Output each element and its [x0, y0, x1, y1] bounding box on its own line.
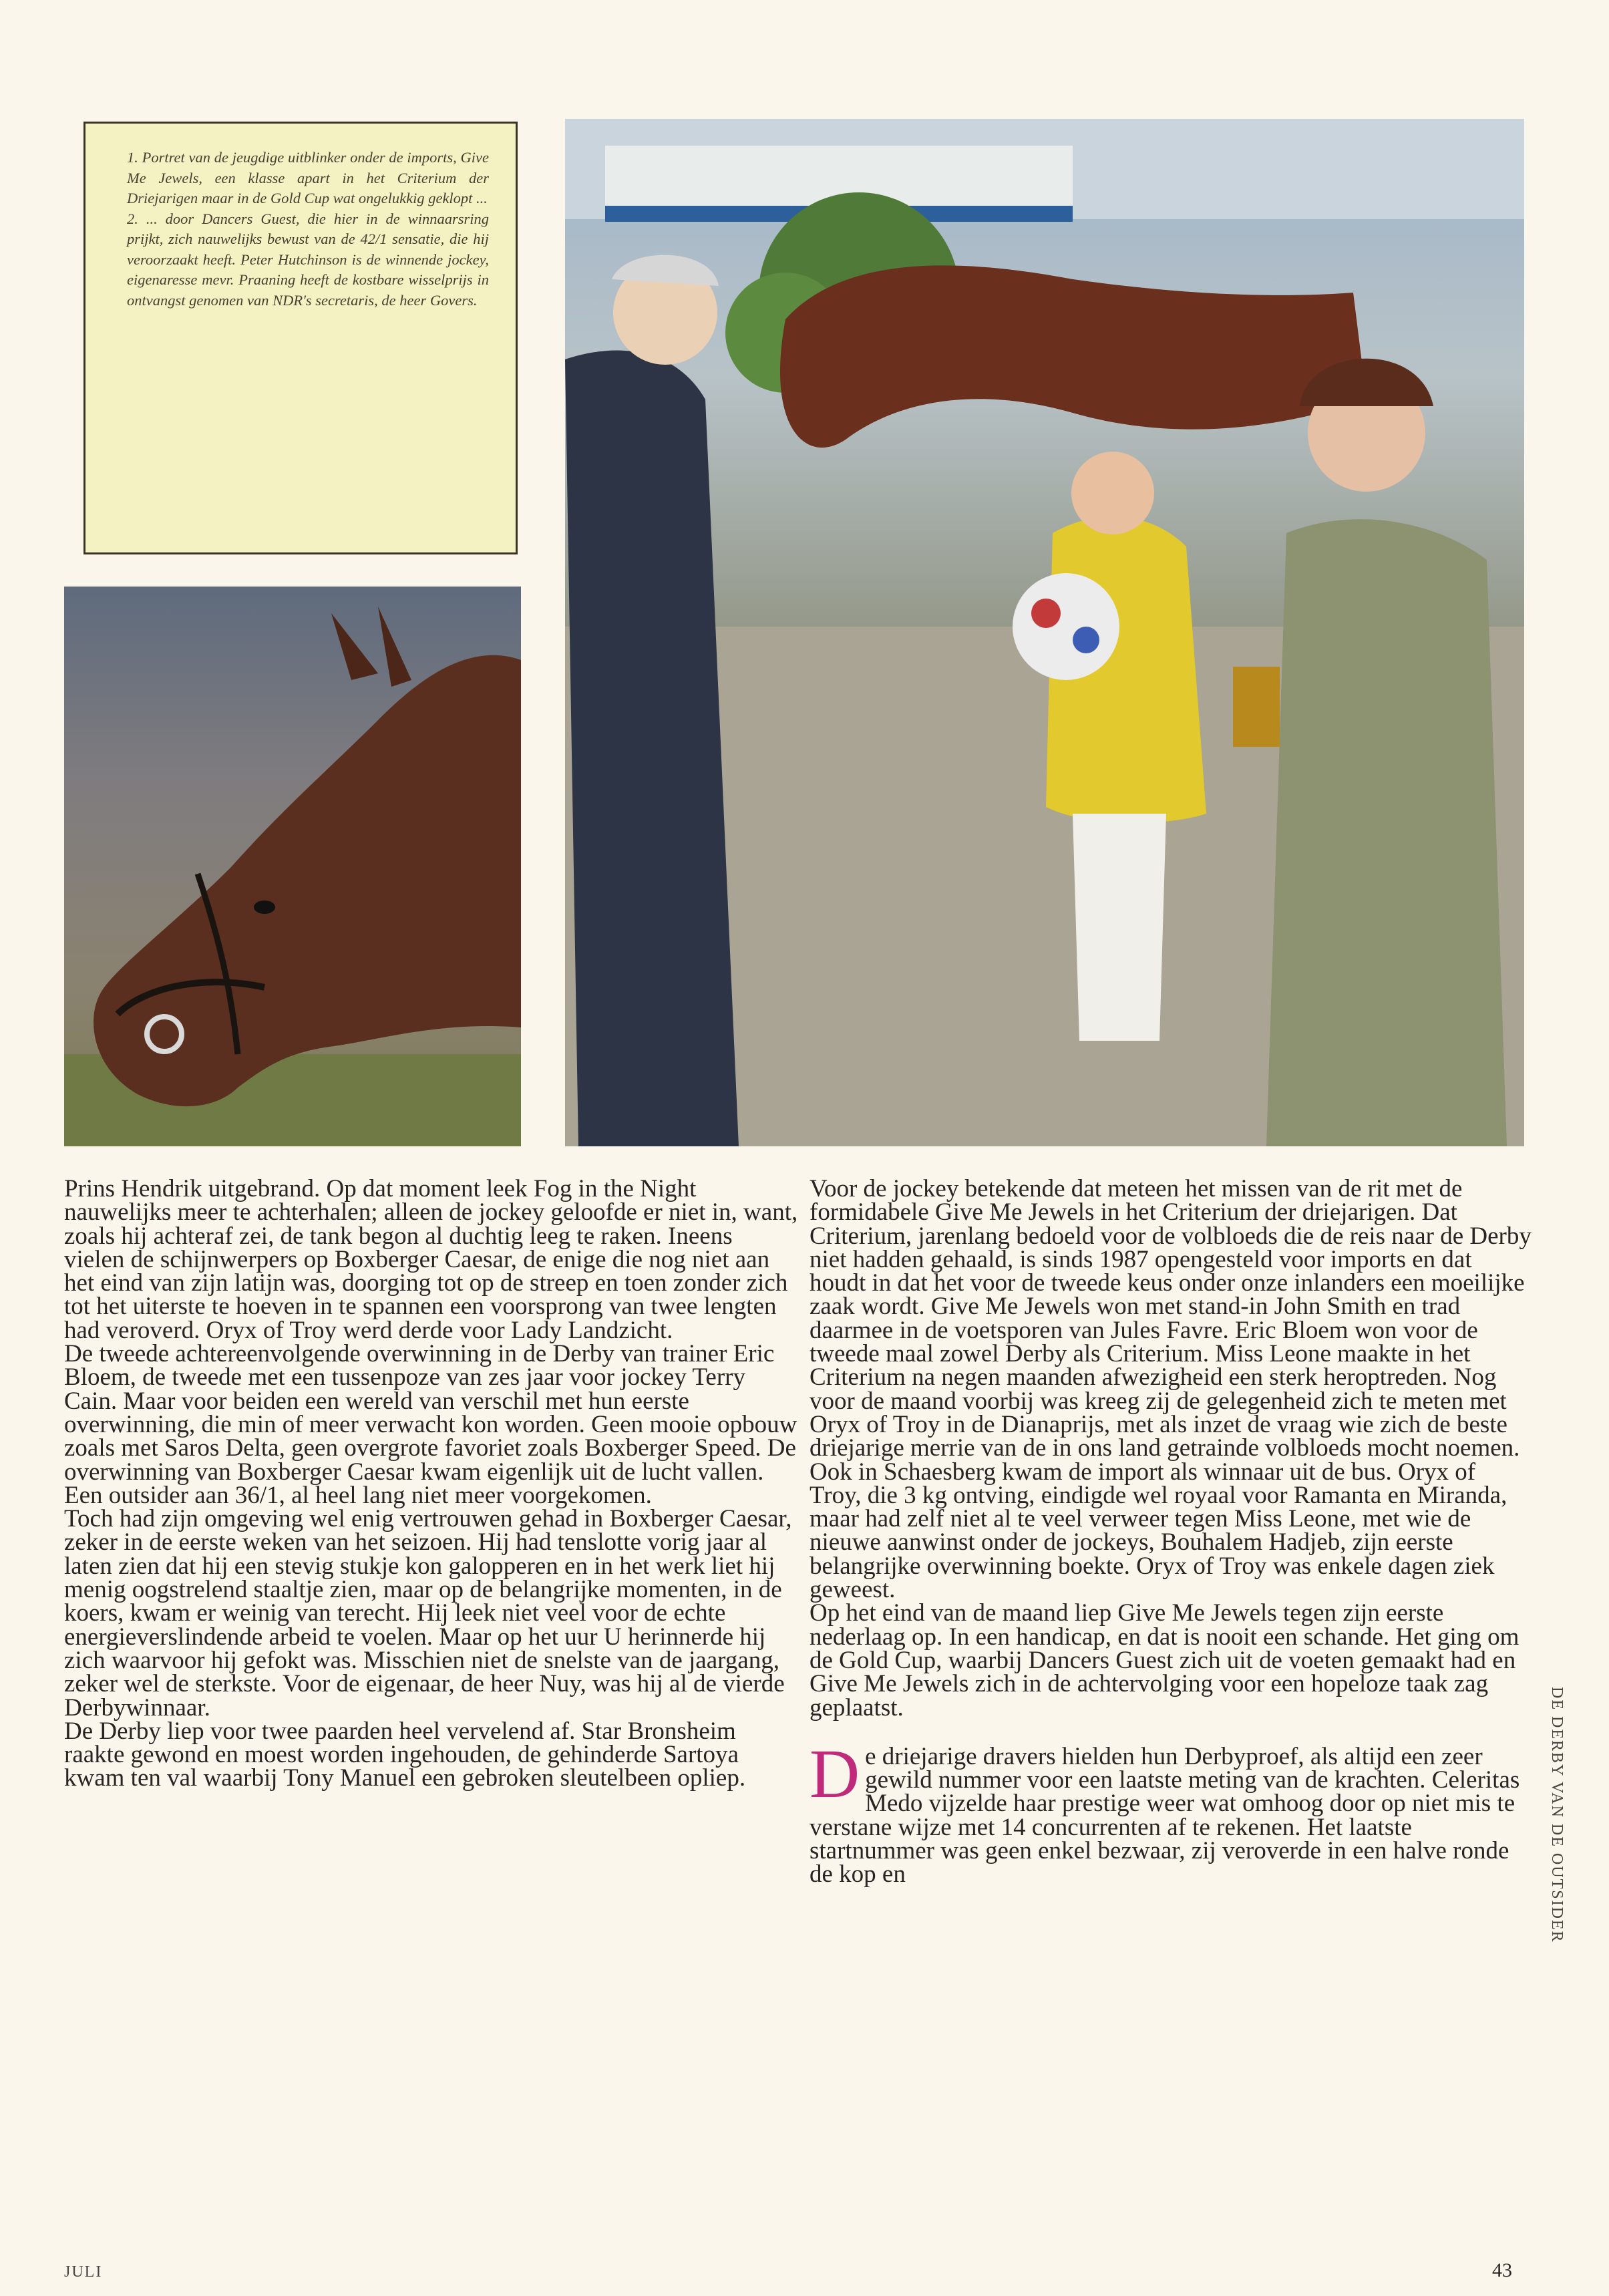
dropcap-paragraph-text: e driejarige dravers hielden hun Derbyproef, als altijd een zeer gewild nummer voor een laatste meting van de krachten. Celeritas Medo vijzelde haar prestige weer wat omhoog door op niet mis te verstane wijze met 14 concurrenten af te rekenen. Het laatste startnummer was geen enkel bezwaar, zij veroverde in een halve ronde de kop en: [810, 1742, 1520, 1889]
article-column-left: [64, 1177, 799, 1790]
running-head: DE DERBY VAN DE OUTSIDER: [1548, 1687, 1566, 1943]
paragraph: Toch had zijn omgeving wel enig vertrouwen gehad in Boxberger Caesar, zeker in de eerste weken van het seizoen. Hij had tenslotte vorig jaar al laten zien dat hij een stevig stukje kon galopperen en in het werk liet hij menig oogstrelend staaltje zien, maar op de belangrijke momenten, in de koers, kwam er weinig van terecht. Hij leek niet veel voor de echte energieverslindende arbeid te voelen. Maar op het uur U herinnerde hij zich waarvoor hij gefokt was. Misschien niet de snelste van de jaargang, zeker wel de sterkste. Voor de eigenaar, de heer Nuy, was hij al de vierde Derbywinnaar.: [64, 1505, 792, 1721]
page-number: 43: [1492, 2259, 1512, 2281]
horse-portrait-illustration: [64, 587, 521, 1146]
paragraph: Prins Hendrik uitgebrand. Op dat moment leek Fog in the Night nauwelijks meer te achterhalen; alleen de jockey geloofde er niet in, want, zoals hij achteraf zei, de tank begon al duchtig leeg te raken. Ineens vielen de schijnwerpers op Boxberger Caesar, de enige die nog niet aan het eind van zijn latijn was, doorging tot op de streep en toen zonder zich tot het uiterste te hoeven in te spannen een voorsprong van twee lengten had veroverd. Oryx of Troy werd derde voor Lady Landzicht.: [64, 1175, 798, 1344]
paragraph: De tweede achtereenvolgende overwinning in de Derby van trainer Eric Bloem, de tweede met een tussenpoze van zes jaar voor jockey Terry Cain. Maar voor beiden een wereld van verschil met hun eerste overwinning, die min of meer verwacht kon worden. Geen mooie opbouw zoals met Saros Delta, geen overgrote favoriet zoals Boxberger Speed. De overwinning van Boxberger Caesar kwam eigenlijk uit de lucht vallen. Een outsider aan 36/1, al heel lang niet meer voorgekomen.: [64, 1340, 797, 1509]
winners-ring-illustration: [565, 119, 1524, 1146]
folio-month: JULI: [64, 2263, 103, 2281]
paragraph: Op het eind van de maand liep Give Me Jewels tegen zijn eerste nederlaag op. In een handicap, en dat is nooit een schande. Het ging om de Gold Cup, waarbij Dancers Guest zich uit de voeten gemaakt had en Give Me Jewels zich in de achtervolging voor een hopeloze taak zag geplaatst.: [810, 1599, 1519, 1721]
caption-line-1: 1. Portret van de jeugdige uitblinker onder de imports, Give Me Jewels, een klasse apart in het Criterium der Driejarigen maar in de Gold Cup wat ongelukkig geklopt ...: [127, 149, 489, 206]
winners-ring-photo: [565, 119, 1524, 1146]
photo-caption-box: [83, 122, 518, 554]
horse-portrait-photo: [64, 587, 521, 1146]
paragraph: Voor de jockey betekende dat meteen het missen van de rit met de formidabele Give Me Jewels in het Criterium der driejarigen. Dat Criterium, jarenlang bedoeld voor de volbloeds die de reis naar de Derby niet hadden gehaald, is sinds 1987 opengesteld voor imports en dat houdt in dat het voor de tweede keus onder onze inlanders een moeilijke zaak wordt. Give Me Jewels won met stand-in John Smith en trad daarmee in de voetsporen van Jules Favre. Eric Bloem won voor de tweede maal zowel Derby als Criterium. Miss Leone maakte in het Criterium na negen maanden afwezigheid een sterk heroptreden. Nog voor de maand voorbij was kreeg zij de gelegenheid zich te meten met Oryx of Troy in de Dianaprijs, met als inzet de vraag wie zich de beste driejarige merrie van de in ons land getrainde volbloeds mocht noemen. Ook in Schaesberg kwam de import als winnaar uit de bus. Oryx of Troy, die 3 kg ontving, eindigde wel royaal voor Ramanta en Miranda, maar had zelf niet al te veel verweer tegen Miss Leone, met wie de nieuwe aanwinst onder de jockeys, Bouhalem Hadjeb, zijn eerste belangrijke overwinning boekte. Oryx of Troy was enkele dagen ziek geweest.: [810, 1175, 1532, 1604]
paragraph: De Derby liep voor twee paarden heel vervelend af. Star Bronsheim raakte gewond en moest worden ingehouden, de gehinderde Sartoya kwam ten val waarbij Tony Manuel een gebroken sleutelbeen opliep.: [64, 1717, 746, 1792]
article-column-right: [810, 1177, 1532, 1887]
drop-cap-initial: D: [810, 1735, 860, 1812]
caption-line-2: 2. ... door Dancers Guest, die hier in de winnaarsring prijkt, zich nauwelijks bewust van de 42/1 sensatie, die hij veroorzaakt heeft. Peter Hutchinson is de winnende jockey, eigenaresse mevr. Praaning heeft de kostbare wisselprijs in ontvangst genomen van NDR's secretaris, de heer Govers.: [127, 210, 489, 309]
dropcap-paragraph: [810, 1735, 1532, 1889]
